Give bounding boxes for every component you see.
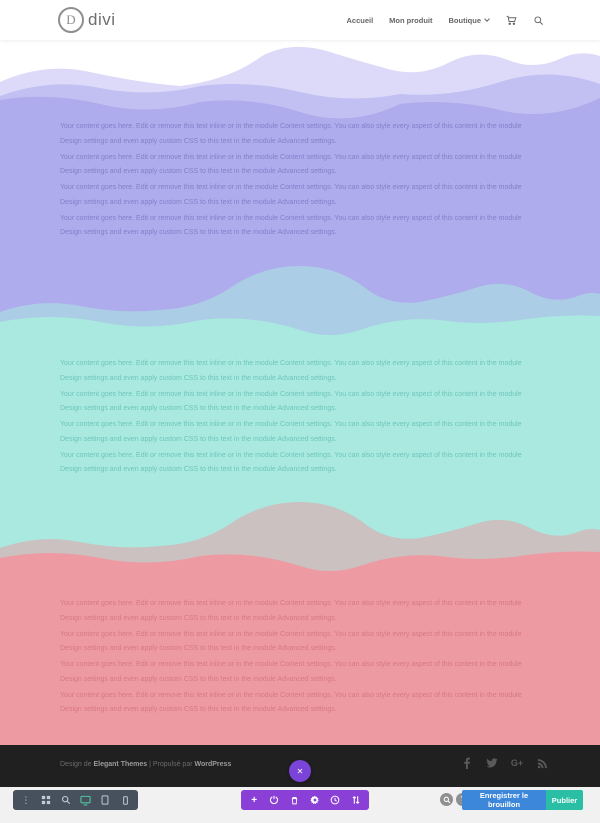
cart-icon <box>506 15 517 26</box>
section-teal-content <box>60 357 540 479</box>
credit-prefix: Design de <box>60 761 94 768</box>
nav-item-boutique[interactable] <box>449 16 491 25</box>
divi-logo-text: divi <box>88 10 116 29</box>
cart-button[interactable] <box>506 15 517 26</box>
nav-item-label: Mon produit <box>389 15 433 25</box>
wordpress-link[interactable]: WordPress <box>194 761 232 768</box>
placeholder-paragraph: Your content goes here. Edit or remove this text inline or in the module Content settings. You can also style every aspect of this content in the module Design settings and even apply custom CSS to this text in the module Advanced settings. <box>60 600 522 622</box>
phone-view-icon[interactable] <box>119 794 131 806</box>
placeholder-paragraph: Your content goes here. Edit or remove this text inline or in the module Content settings. You can also style every aspect of this content in the module Design settings and even apply custom CSS to this text in the module Advanced settings. <box>60 184 522 206</box>
history-clock-icon[interactable] <box>329 794 341 806</box>
placeholder-paragraph: Your content goes here. Edit or remove this text inline or in the module Content settings. You can also style every aspect of this content in the module Design settings and even apply custom CSS to this text in the module Advanced settings. <box>60 421 522 443</box>
nav-item-label: Accueil <box>346 15 374 25</box>
nav-item-label: Boutique <box>448 15 481 25</box>
dots-menu-icon[interactable]: ⋮ <box>21 794 31 805</box>
portability-arrows-icon[interactable] <box>350 794 362 806</box>
section-purple-content <box>60 120 540 242</box>
placeholder-paragraph: Your content goes here. Edit or remove this text inline or in the module Content settings. You can also style every aspect of this content in the module Design settings and even apply custom CSS to this text in the module Advanced settings. <box>60 451 522 473</box>
facebook-icon[interactable] <box>461 757 473 769</box>
credit-separator: | Propulsé par <box>147 761 195 768</box>
social-links <box>461 757 548 769</box>
search-button[interactable] <box>533 15 544 26</box>
builder-settings-toolbar <box>241 790 369 810</box>
placeholder-paragraph: Your content goes here. Edit or remove this text inline or in the module Content settings. You can also style every aspect of this content in the module Design settings and even apply custom CSS to this text in the module Advanced settings. <box>60 691 522 713</box>
plus-icon[interactable]: + <box>251 794 258 806</box>
site-header <box>0 0 600 40</box>
placeholder-paragraph: Your content goes here. Edit or remove this text inline or in the module Content settings. You can also style every aspect of this content in the module Design settings and even apply custom CSS to this text in the module Advanced settings. <box>60 661 522 683</box>
nav-item-mon-produit[interactable] <box>389 16 432 25</box>
placeholder-paragraph: Your content goes here. Edit or remove this text inline or in the module Content settings. You can also style every aspect of this content in the module Design settings and even apply custom CSS to this text in the module Advanced settings. <box>60 214 522 236</box>
chevron-down-icon <box>484 16 490 22</box>
placeholder-paragraph: Your content goes here. Edit or remove this text inline or in the module Content settings. You can also style every aspect of this content in the module Design settings and even apply custom CSS to this text in the module Advanced settings. <box>60 630 522 652</box>
responsive-zoom-button[interactable] <box>440 793 453 806</box>
zoom-icon <box>443 796 451 804</box>
nav-item-accueil[interactable] <box>346 16 373 25</box>
elegant-themes-link[interactable]: Elegant Themes <box>93 761 148 768</box>
publish-button[interactable]: Publier <box>546 790 583 810</box>
close-icon: ✕ <box>296 766 304 776</box>
placeholder-paragraph: Your content goes here. Edit or remove this text inline or in the module Content settings. You can also style every aspect of this content in the module Design settings and even apply custom CSS to this text in the module Advanced settings. <box>60 153 522 175</box>
exit-builder-button[interactable] <box>289 760 311 782</box>
builder-device-toolbar <box>13 790 138 810</box>
divi-logo[interactable] <box>58 7 116 33</box>
tablet-view-icon[interactable] <box>99 794 111 806</box>
twitter-icon[interactable] <box>486 757 498 769</box>
placeholder-paragraph: Your content goes here. Edit or remove this text inline or in the module Content settings. You can also style every aspect of this content in the module Design settings and even apply custom CSS to this text in the module Advanced settings. <box>60 123 522 145</box>
footer-credit <box>60 761 231 768</box>
divi-logo-icon: D <box>58 7 84 33</box>
desktop-view-icon[interactable] <box>79 794 91 806</box>
section-red-content <box>60 597 540 719</box>
placeholder-paragraph: Your content goes here. Edit or remove this text inline or in the module Content settings. You can also style every aspect of this content in the module Design settings and even apply custom CSS to this text in the module Advanced settings. <box>60 390 522 412</box>
search-icon <box>533 15 544 26</box>
main-nav <box>346 0 544 40</box>
power-icon[interactable] <box>268 794 280 806</box>
gear-icon[interactable] <box>309 794 321 806</box>
grid-view-icon[interactable] <box>40 794 52 806</box>
rss-icon[interactable] <box>536 757 548 769</box>
trash-icon[interactable] <box>289 794 301 806</box>
placeholder-paragraph: Your content goes here. Edit or remove this text inline or in the module Content settings. You can also style every aspect of this content in the module Design settings and even apply custom CSS to this text in the module Advanced settings. <box>60 360 522 382</box>
save-draft-button[interactable]: Enregistrer le brouillon <box>462 790 546 810</box>
zoom-icon[interactable] <box>60 794 72 806</box>
google-plus-icon[interactable]: G+ <box>510 758 524 768</box>
